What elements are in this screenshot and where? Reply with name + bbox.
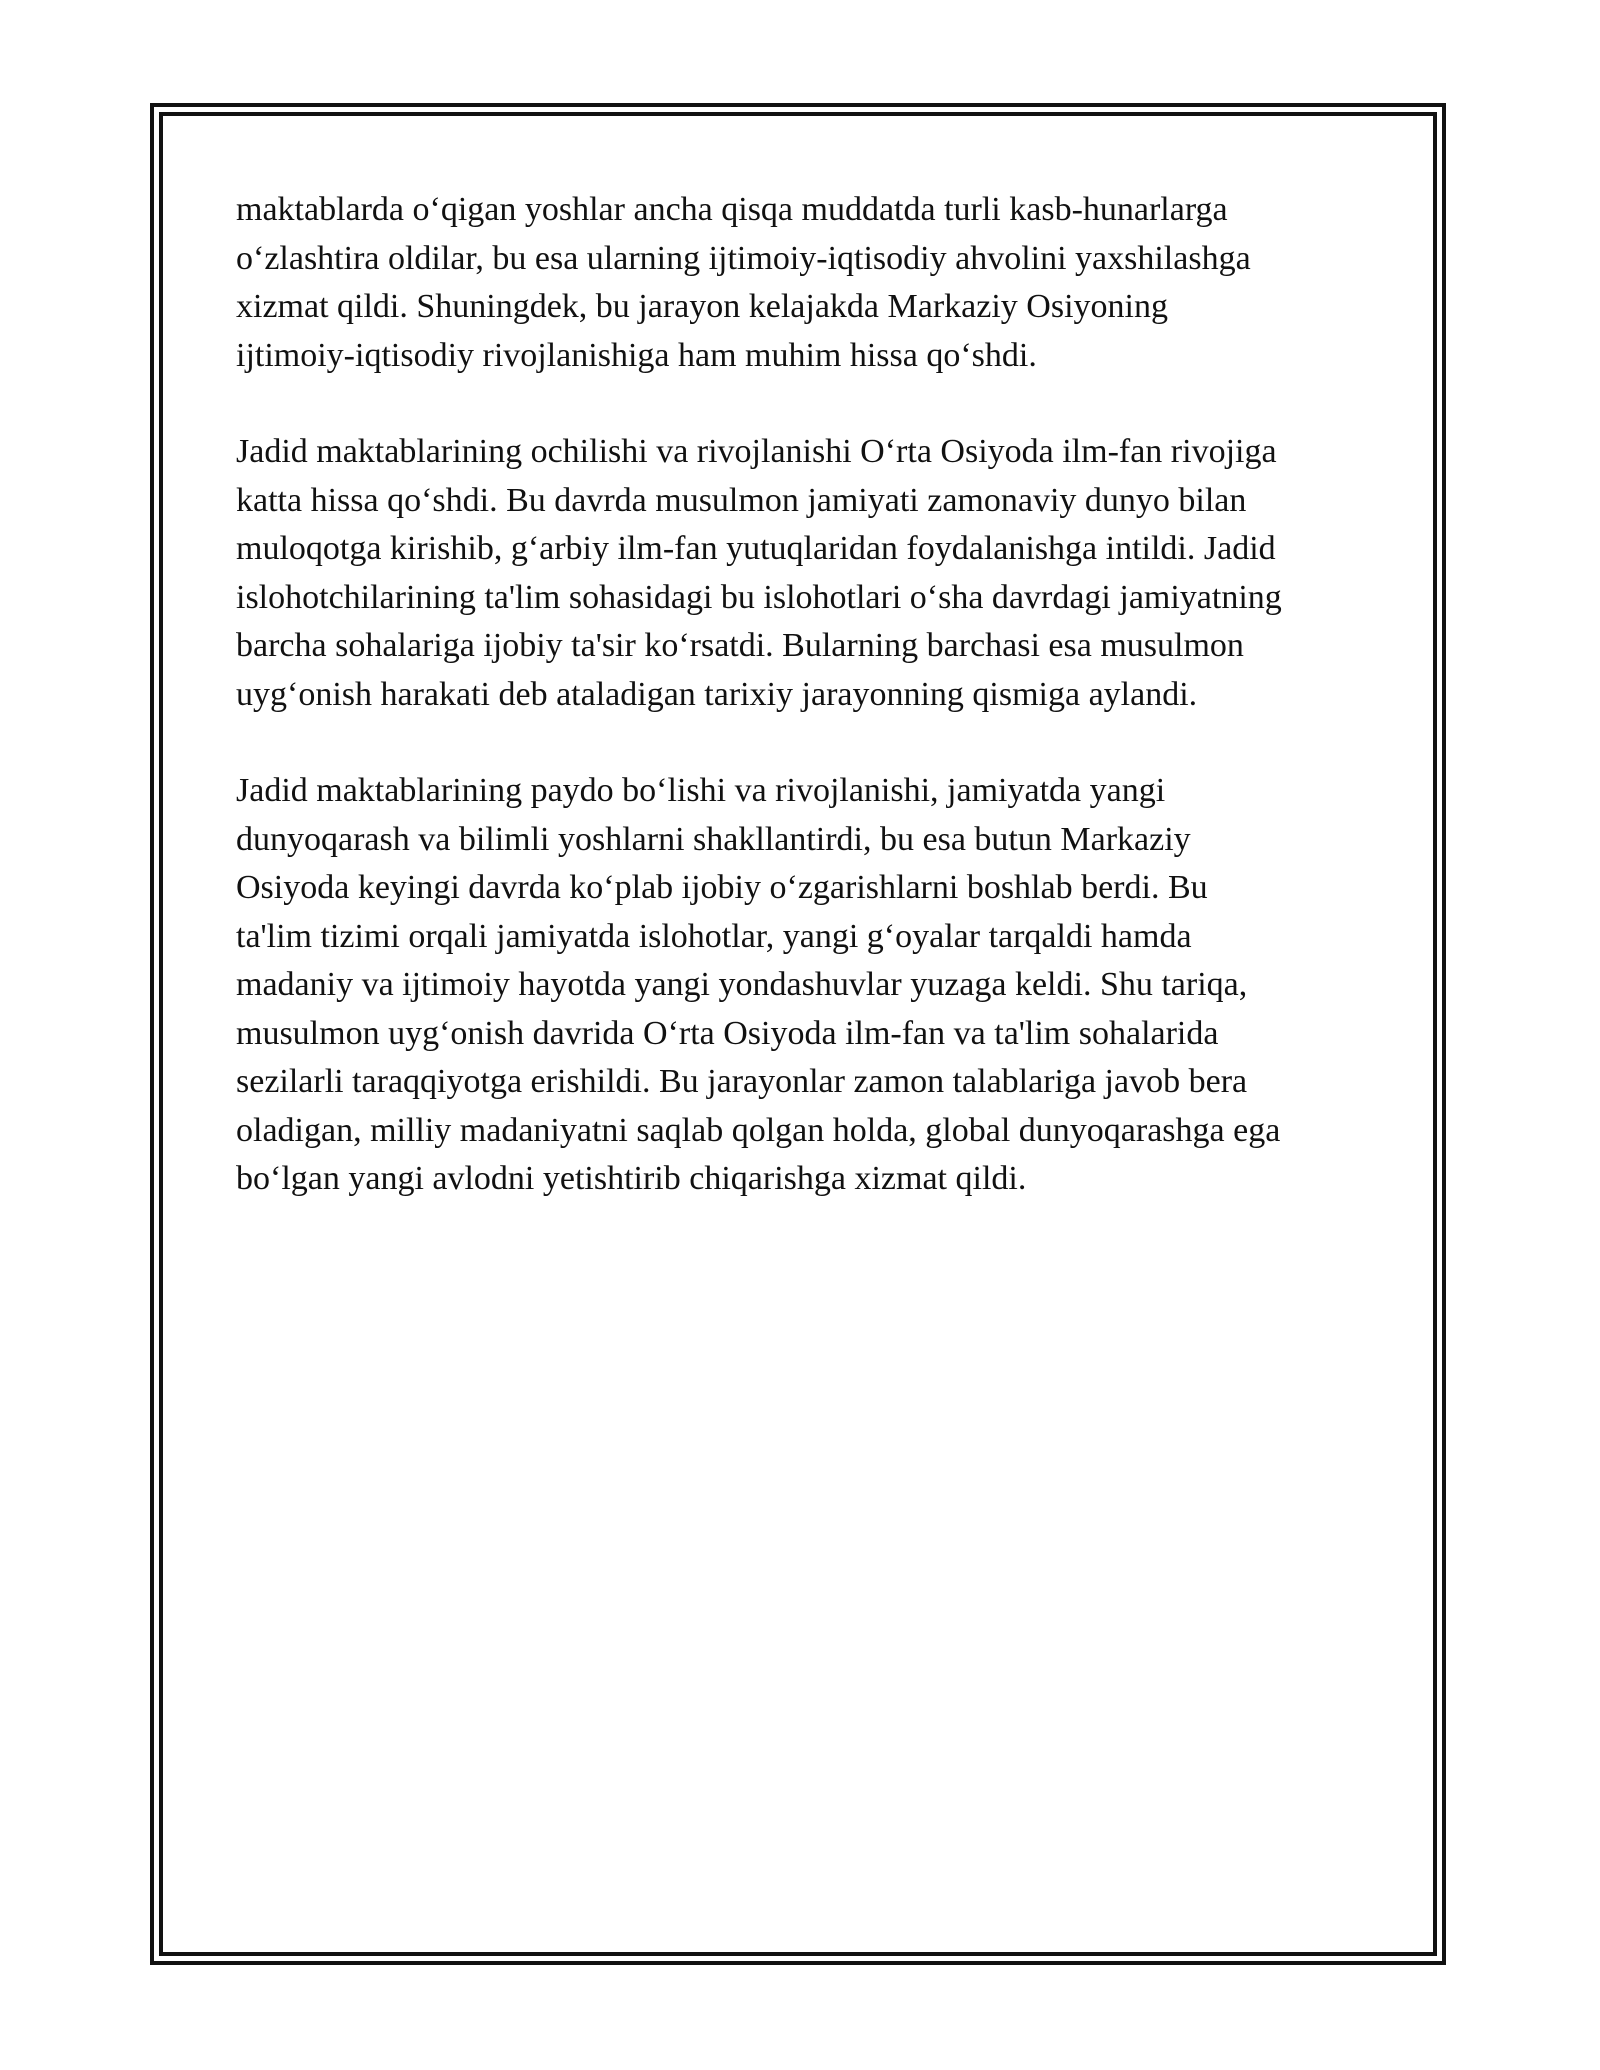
text-line: bo‘lgan yangi avlodni yetishtirib chiqarishga xizmat qildi. <box>236 1160 1027 1197</box>
text-line: musulmon uyg‘onish davrida O‘rta Osiyoda ilm-fan va ta'lim sohalarida <box>236 1014 1219 1052</box>
text-line: barcha sohalariga ijobiy ta'sir ko‘rsatdi. Bularning barchasi esa musulmon <box>236 627 1244 664</box>
paragraph-3 <box>236 767 1376 1204</box>
text-line: maktablarda o‘qigan yoshlar ancha qisqa muddatda turli kasb-hunarlarga <box>236 191 1228 228</box>
text-line: ta'lim tizimi orqali jamiyatda islohotlar, yangi g‘oyalar tarqaldi hamda <box>236 917 1192 955</box>
paragraph-2 <box>236 428 1376 719</box>
paragraph-1 <box>236 186 1376 380</box>
text-line: dunyoqarash va bilimli yoshlarni shakllantirdi, bu esa butun Markaziy <box>236 820 1191 858</box>
text-line: muloqotga kirishib, g‘arbiy ilm-fan yutuqlaridan foydalanishga intildi. Jadid <box>236 530 1276 567</box>
text-line: o‘zlashtira oldilar, bu esa ularning ijtimoiy-iqtisodiy ahvolini yaxshilashga <box>236 239 1251 277</box>
text-line: ijtimoiy-iqtisodiy rivojlanishiga ham muhim hissa qo‘shdi. <box>236 336 1037 374</box>
text-line: uyg‘onish harakati deb ataladigan tarixiy jarayonning qismiga aylandi. <box>236 675 1198 713</box>
text-line: sezilarli taraqqiyotga erishildi. Bu jarayonlar zamon talablariga javob bera <box>236 1063 1248 1100</box>
text-line: Osiyoda keyingi davrda ko‘plab ijobiy o‘zgarishlarni boshlab berdi. Bu <box>236 869 1208 906</box>
text-line: Jadid maktablarining paydo bo‘lishi va rivojlanishi, jamiyatda yangi <box>236 772 1166 809</box>
text-line: katta hissa qo‘shdi. Bu davrda musulmon jamiyati zamonaviy dunyo bilan <box>236 481 1247 519</box>
text-line: Jadid maktablarining ochilishi va rivojlanishi O‘rta Osiyoda ilm-fan rivojiga <box>236 433 1277 470</box>
text-line: xizmat qildi. Shuningdek, bu jarayon kelajakda Markaziy Osiyoning <box>236 288 1168 325</box>
text-line: madaniy va ijtimoiy hayotda yangi yondashuvlar yuzaga keldi. Shu tariqa, <box>236 966 1248 1003</box>
document-body <box>236 186 1376 1252</box>
text-line: oladigan, milliy madaniyatni saqlab qolgan holda, global dunyoqarashga ega <box>236 1111 1281 1149</box>
text-line: islohotchilarining ta'lim sohasidagi bu islohotlari o‘sha davrdagi jamiyatning <box>236 578 1282 616</box>
